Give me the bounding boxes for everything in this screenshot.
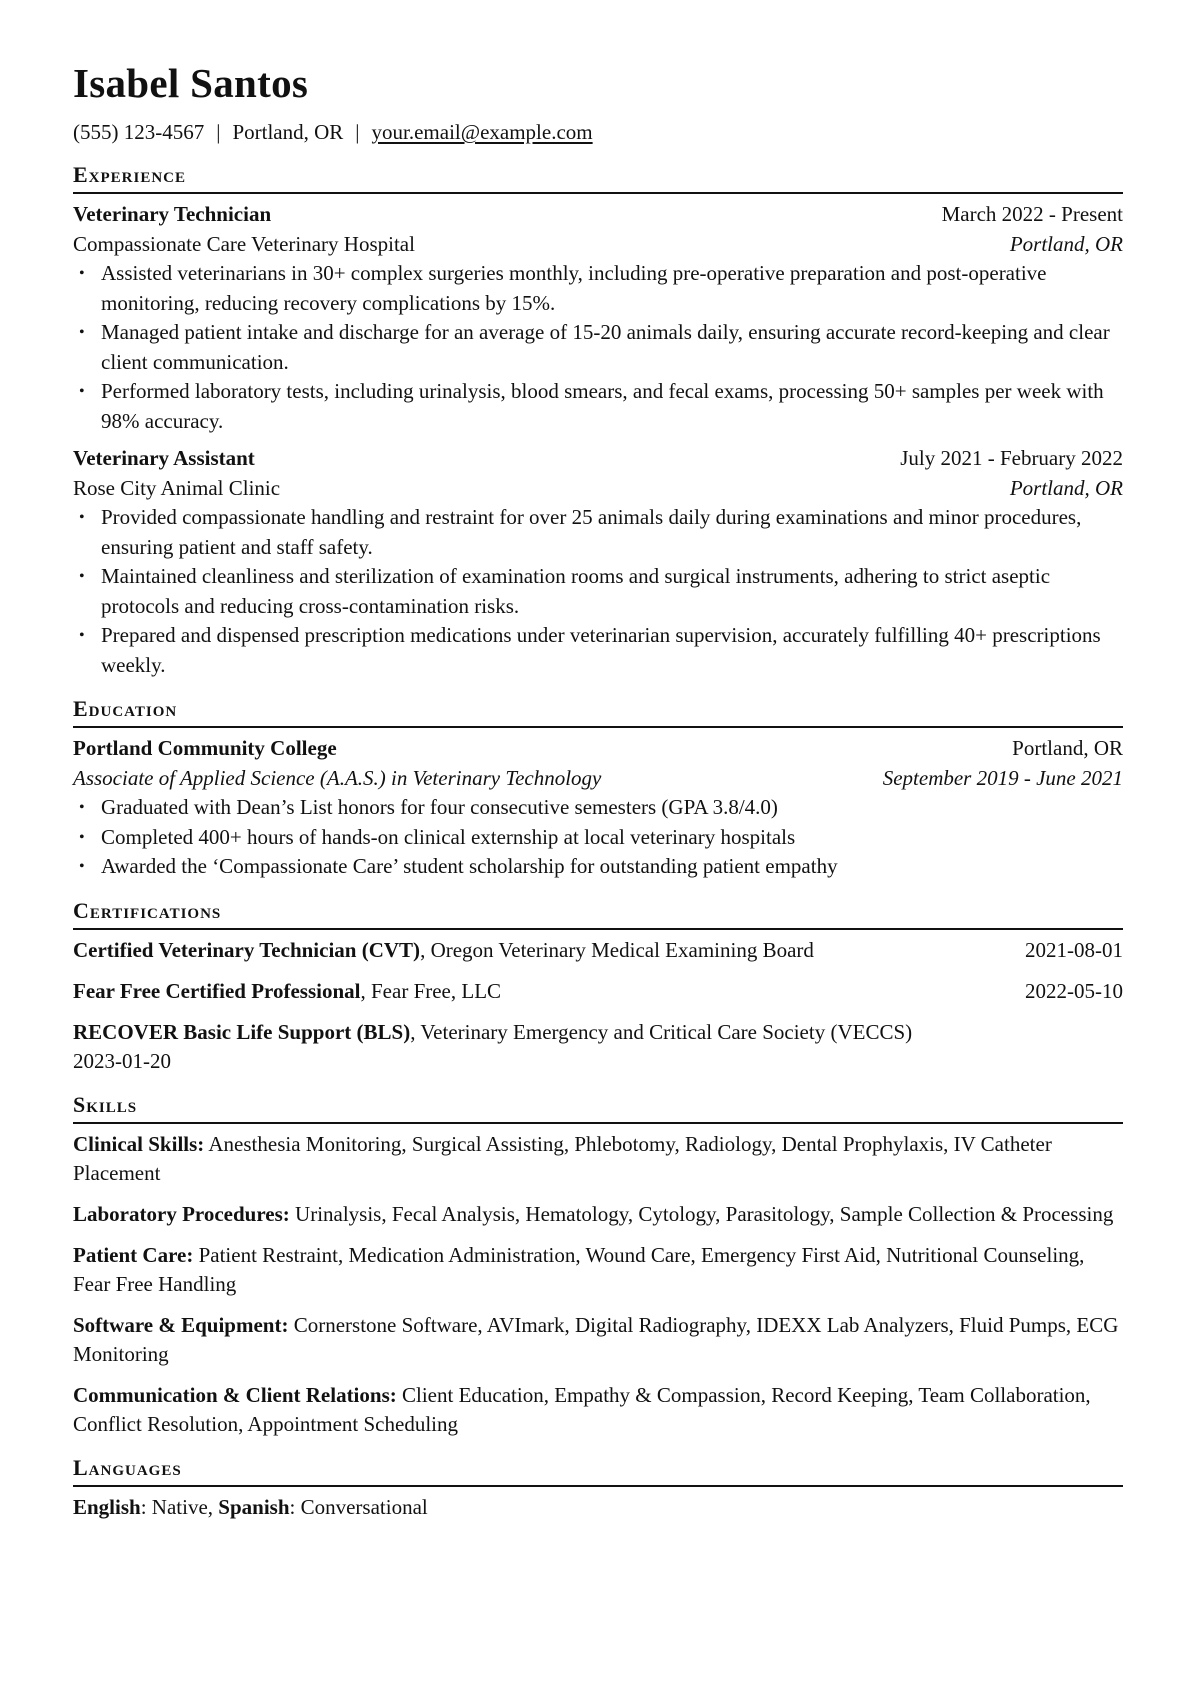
resume-page (73, 58, 1123, 1522)
skill-label: Software & Equipment: (73, 1312, 289, 1337)
job-location: Portland, OR (1009, 475, 1123, 500)
skill-group (73, 1130, 1123, 1188)
skill-values: Anesthesia Monitoring, Surgical Assisting, Phlebotomy, Radiology, Dental Prophylaxis, IV Catheter Placement (73, 1131, 1052, 1185)
contact-location: Portland, OR (232, 120, 344, 144)
bullet-item: • Managed patient intake and discharge for an average of 15-20 animals daily, ensuring accurate record-keeping and clear client communication. (73, 318, 1123, 377)
bullet-item: • Graduated with Dean’s List honors for four consecutive semesters (GPA 3.8/4.0) (73, 793, 1123, 823)
language-name: English (73, 1494, 141, 1519)
candidate-name: Isabel Santos (73, 60, 309, 106)
contact-separator: | (355, 120, 360, 144)
job-title: Veterinary Assistant (73, 446, 255, 470)
skill-values: Urinalysis, Fecal Analysis, Hematology, Cytology, Parasitology, Sample Collection & Processing (295, 1201, 1114, 1226)
bullet-item: • Completed 400+ hours of hands-on clinical externship at local veterinary hospitals (73, 823, 1123, 853)
bullet-item: • Assisted veterinarians in 30+ complex surgeries monthly, including pre-operative preparation and post-operative monitoring, reducing recovery complications by 15%. (73, 259, 1123, 318)
job-employer: Compassionate Care Veterinary Hospital (73, 231, 415, 256)
bullet-item: • Awarded the ‘Compassionate Care’ student scholarship for outstanding patient empathy (73, 852, 1123, 882)
certification-name: Fear Free Certified Professional (73, 978, 361, 1003)
job-dates: March 2022 - Present (941, 202, 1123, 226)
job-location: Portland, OR (1009, 231, 1123, 256)
skill-group (73, 1200, 1123, 1229)
certification-issuer: , Oregon Veterinary Medical Examining Board (420, 937, 814, 962)
certification-name: RECOVER Basic Life Support (BLS) (73, 1019, 411, 1044)
skill-group (73, 1381, 1123, 1439)
certification-date: 2021-08-01 (1025, 937, 1123, 962)
certification-issuer: , Veterinary Emergency and Critical Care Society (VECCS) (410, 1019, 913, 1044)
contact-separator: | (216, 120, 221, 144)
skill-group (73, 1311, 1123, 1369)
education-entry (73, 734, 1123, 882)
section-heading-experience: Experience (73, 162, 1123, 194)
school-name: Portland Community College (73, 736, 337, 760)
job-entry (73, 200, 1123, 436)
phone-number: (555) 123-4567 (73, 120, 205, 144)
skill-values: Cornerstone Software, AVImark, Digital Radiography, IDEXX Lab Analyzers, Fluid Pumps, ECG Monitoring (73, 1312, 1119, 1366)
bullet-item: • Performed laboratory tests, including urinalysis, blood smears, and fecal exams, processing 50+ samples per week with 98% accuracy. (73, 377, 1123, 436)
email-link[interactable]: your.email@example.com (371, 120, 593, 144)
section-heading-education: Education (73, 696, 1123, 728)
education-bullets (73, 793, 1123, 882)
certification-date: 2022-05-10 (1025, 978, 1123, 1003)
skill-group (73, 1241, 1123, 1299)
certification-entry (73, 977, 1123, 1006)
school-location: Portland, OR (1012, 736, 1123, 760)
job-title: Veterinary Technician (73, 202, 272, 226)
degree-name: Associate of Applied Science (A.A.S.) in Veterinary Technology (73, 765, 602, 790)
certification-name: Certified Veterinary Technician (CVT) (73, 937, 421, 962)
job-bullets (73, 503, 1123, 680)
section-heading-certifications: Certifications (73, 898, 1123, 930)
skill-label: Laboratory Procedures: (73, 1201, 290, 1226)
section-heading-languages: Languages (73, 1455, 1123, 1487)
certification-entry (73, 936, 1123, 965)
skill-values: Client Education, Empathy & Compassion, Record Keeping, Team Collaboration, Conflict Resolution, Appointment Scheduling (73, 1382, 1091, 1436)
skill-label: Patient Care: (73, 1242, 194, 1267)
languages-line (73, 1493, 1123, 1523)
language-level: : Native (140, 1494, 208, 1519)
bullet-item: • Provided compassionate handling and restraint for over 25 animals daily during examinations and minor procedures, ensuring patient and staff safety. (73, 503, 1123, 562)
language-name: Spanish (218, 1494, 290, 1519)
certification-issuer: , Fear Free, LLC (360, 978, 502, 1003)
bullet-item: • Maintained cleanliness and sterilization of examination rooms and surgical instruments, adhering to strict aseptic protocols and reducing cross-contamination risks. (73, 562, 1123, 621)
language-level: : Conversational (289, 1494, 428, 1519)
job-dates: July 2021 - February 2022 (900, 446, 1123, 470)
job-bullets (73, 259, 1123, 436)
education-dates: September 2019 - June 2021 (882, 765, 1123, 790)
language-joiner: , (207, 1494, 219, 1519)
section-heading-skills: Skills (73, 1092, 1123, 1124)
certification-date: 2023-01-20 (73, 1048, 171, 1073)
job-employer: Rose City Animal Clinic (73, 475, 281, 500)
bullet-item: • Prepared and dispensed prescription medications under veterinarian supervision, accurately fulfilling 40+ prescriptions weekly. (73, 621, 1123, 680)
skill-values: Patient Restraint, Medication Administration, Wound Care, Emergency First Aid, Nutritional Counseling, Fear Free Handling (73, 1242, 1085, 1296)
skill-label: Communication & Client Relations: (73, 1382, 397, 1407)
contact-line (73, 118, 1123, 146)
job-entry (73, 444, 1123, 680)
certification-entry (73, 1018, 1123, 1076)
skill-label: Clinical Skills: (73, 1131, 205, 1156)
